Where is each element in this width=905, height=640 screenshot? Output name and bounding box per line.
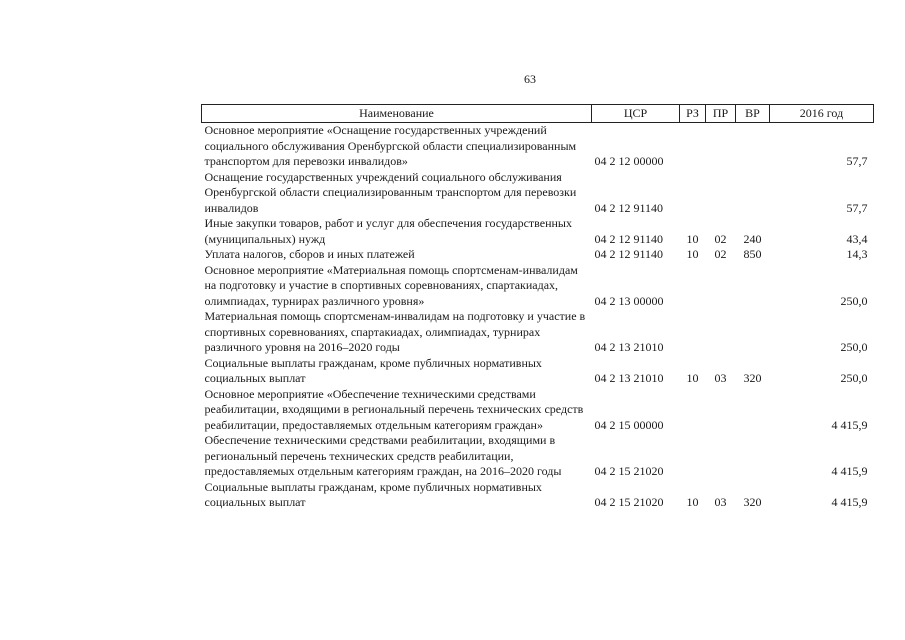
row-vr: 850 (743, 247, 762, 261)
row-csr: 04 2 15 21020 (594, 495, 664, 509)
row-amount: 250,0 (840, 293, 868, 308)
row-vr: 240 (743, 231, 762, 246)
row-csr: 04 2 12 91140 (594, 247, 664, 261)
row-amount: 250,0 (840, 340, 868, 354)
row-pr (706, 433, 736, 480)
table-row (202, 123, 874, 170)
row-pr (706, 387, 736, 434)
row-pr: 03 (714, 495, 727, 509)
row-pr (706, 170, 736, 217)
row-rz: 10 (686, 495, 699, 509)
header-pr: ПР (706, 105, 736, 123)
table-row (202, 170, 874, 217)
row-vr (736, 170, 770, 217)
table-row (202, 216, 874, 247)
row-pr (706, 309, 736, 356)
table-header (202, 105, 874, 123)
row-name: Оснащение государственных учреждений социального обслуживания Оренбургской области специализированным транспортом для перевозки инвалидов (204, 169, 577, 215)
row-amount: 4 415,9 (831, 495, 868, 509)
page-number: 63 (524, 72, 536, 86)
table-row (202, 247, 874, 263)
row-amount: 57,7 (846, 200, 868, 215)
table-row (202, 356, 874, 387)
table-row (202, 387, 874, 434)
row-csr: 04 2 15 21020 (594, 464, 664, 478)
row-name: Иные закупки товаров, работ и услуг для обеспечения государственных (муниципальных) нужд (204, 216, 572, 246)
table-row (202, 480, 874, 511)
row-vr (736, 433, 770, 480)
row-csr: 04 2 13 21010 (594, 340, 664, 354)
row-name: Основное мероприятие «Обеспечение техническими средствами реабилитации, входящими в региональный перечень технических средств реабилитации, предоставляемых отдельным категориям граждан» (204, 386, 584, 432)
row-pr: 02 (714, 247, 727, 261)
row-rz (680, 123, 706, 170)
row-vr (736, 123, 770, 170)
header-vr: ВР (736, 105, 770, 123)
row-rz (680, 263, 706, 310)
table-row (202, 309, 874, 356)
header-rz: РЗ (680, 105, 706, 123)
row-rz: 10 (686, 371, 699, 385)
row-name: Обеспечение техническими средствами реабилитации, входящими в региональный перечень технических средств реабилитации, предоставляемых отдельным категориям граждан, на 2016–2020 годы (204, 433, 562, 478)
row-rz (680, 387, 706, 434)
header-row (202, 105, 874, 123)
row-name: Основное мероприятие «Оснащение государственных учреждений социального обслуживания Оренбургской области специализированным транспортом для перевозки инвалидов» (204, 123, 577, 168)
row-rz (680, 433, 706, 480)
row-csr: 04 2 13 21010 (594, 371, 664, 385)
header-year: 2016 год (770, 105, 874, 123)
row-name: Социальные выплаты гражданам, кроме публичных нормативных социальных выплат (204, 479, 542, 509)
table-body (202, 123, 874, 511)
row-vr (736, 309, 770, 356)
row-name: Материальная помощь спортсменам-инвалидам на подготовку и участие в спортивных соревнованиях, спартакиадах, олимпиадах, турнирах различного уровня на 2016–2020 годы (204, 309, 586, 354)
row-pr: 02 (714, 231, 727, 246)
row-amount: 57,7 (846, 154, 868, 168)
table-row (202, 263, 874, 310)
row-csr: 04 2 15 00000 (594, 417, 664, 432)
row-csr: 04 2 12 91140 (594, 200, 664, 215)
row-name: Уплата налогов, сборов и иных платежей (204, 247, 415, 261)
header-name: Наименование (202, 105, 592, 123)
row-amount: 4 415,9 (831, 417, 868, 432)
row-rz: 10 (686, 247, 699, 261)
row-rz (680, 309, 706, 356)
row-rz: 10 (686, 231, 699, 246)
row-vr: 320 (743, 495, 762, 509)
row-name: Основное мероприятие «Материальная помощь спортсменам-инвалидам на подготовку и участие в спортивных соревнованиях, спартакиадах, олимпиадах, турнирах различного уровня» (204, 262, 578, 308)
row-vr: 320 (743, 371, 762, 385)
row-csr: 04 2 12 91140 (594, 231, 664, 246)
row-csr: 04 2 13 00000 (594, 293, 664, 308)
row-amount: 250,0 (840, 371, 868, 385)
row-vr (736, 387, 770, 434)
row-vr (736, 263, 770, 310)
row-amount: 4 415,9 (831, 464, 868, 478)
row-pr (706, 263, 736, 310)
table-row (202, 433, 874, 480)
row-amount: 14,3 (846, 247, 868, 261)
row-pr (706, 123, 736, 170)
row-amount: 43,4 (846, 231, 868, 246)
row-name: Социальные выплаты гражданам, кроме публичных нормативных социальных выплат (204, 355, 542, 385)
budget-table (201, 104, 874, 511)
row-rz (680, 170, 706, 217)
header-csr: ЦСР (592, 105, 680, 123)
row-csr: 04 2 12 00000 (594, 154, 664, 168)
row-pr: 03 (714, 371, 727, 385)
